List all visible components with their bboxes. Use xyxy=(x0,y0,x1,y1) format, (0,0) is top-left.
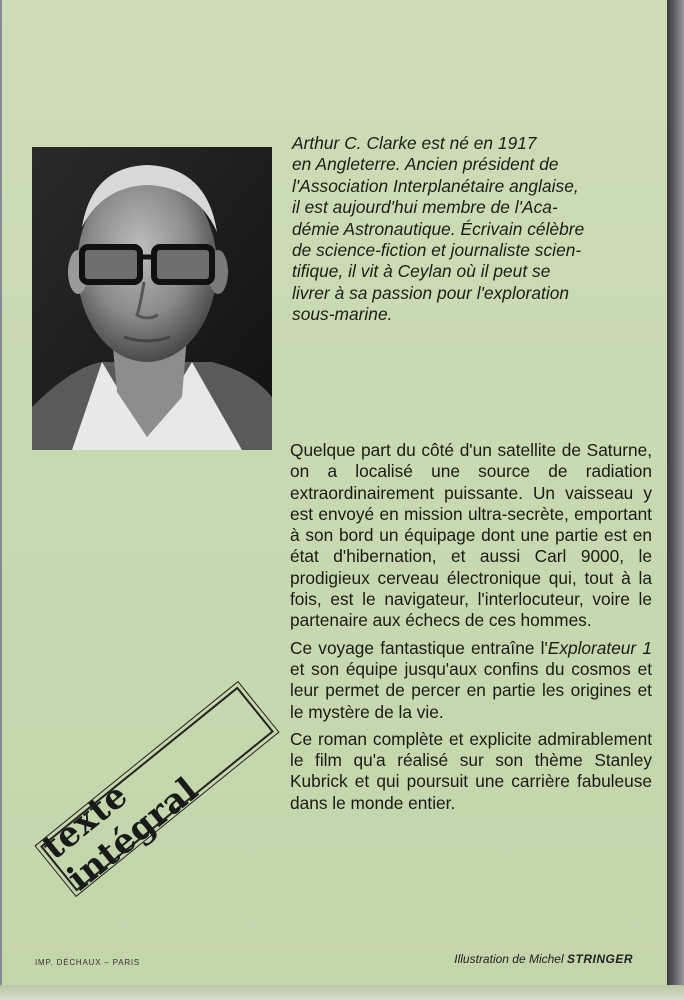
printer-imprint: IMP. DÉCHAUX – PARIS xyxy=(35,958,141,967)
bio-line: livrer à sa passion pour l'exploration xyxy=(292,282,570,303)
summary-paragraph-2 xyxy=(290,638,652,723)
bio-line: tifique, il vit à Ceylan où il peut se xyxy=(292,261,551,282)
back-cover xyxy=(2,0,668,1000)
texte-integral-stamp xyxy=(34,687,274,899)
bio-line: Arthur C. Clarke est né en 1917 xyxy=(292,133,537,153)
bio-line: sous-marine. xyxy=(292,304,393,325)
illustration-credit xyxy=(454,952,633,966)
book-title-italic: Explorateur 1 xyxy=(547,637,652,658)
stamp-text: texte intégral xyxy=(34,769,206,899)
bio-line: en Angleterre. Ancien président de xyxy=(292,154,559,175)
bio-line: de science-fiction et journaliste scien- xyxy=(292,240,582,261)
summary-text: Ce voyage fantastique entraîne l' xyxy=(290,637,548,658)
credit-prefix: Illustration de Michel xyxy=(454,952,567,966)
summary-paragraph-1: Quelque part du côté d'un satellite de Saturne, on a localisé une source de radiation extraordinairement puissante. Un vaisseau y est envoyé en mission ultra-secrète, emportant à son bord un équipage dont une partie est en état d'hibernation, et aussi Carl 9000, le prodigieux cerveau électronique qui, tout à la fois, est le navigateur, l'interlocuteur, voire le partenaire aux échecs de ces hommes. xyxy=(290,440,652,631)
book-summary xyxy=(290,440,652,820)
bio-line: démie Astronautique. Écrivain célèbre xyxy=(292,218,585,239)
cover-bottom-edge xyxy=(0,985,684,1000)
bio-line: il est aujourd'hui membre de l'Aca- xyxy=(292,197,558,218)
cover-edge-shadow xyxy=(667,0,684,1000)
bio-line: l'Association Interplanétaire anglaise, xyxy=(292,175,579,196)
illustrator-name: STRINGER xyxy=(566,952,633,966)
author-bio xyxy=(292,133,664,326)
author-photo xyxy=(32,147,272,450)
summary-paragraph-3: Ce roman complète et explicite admirablement le film qu'a réalisé sur son thème Stanley Kubrick et qui poursuit une carrière fabuleuse dans le monde entier. xyxy=(290,728,652,813)
summary-text: et son équipe jusqu'aux confins du cosmos et leur permet de percer en partie les origines et le mystère de la vie. xyxy=(290,658,652,722)
